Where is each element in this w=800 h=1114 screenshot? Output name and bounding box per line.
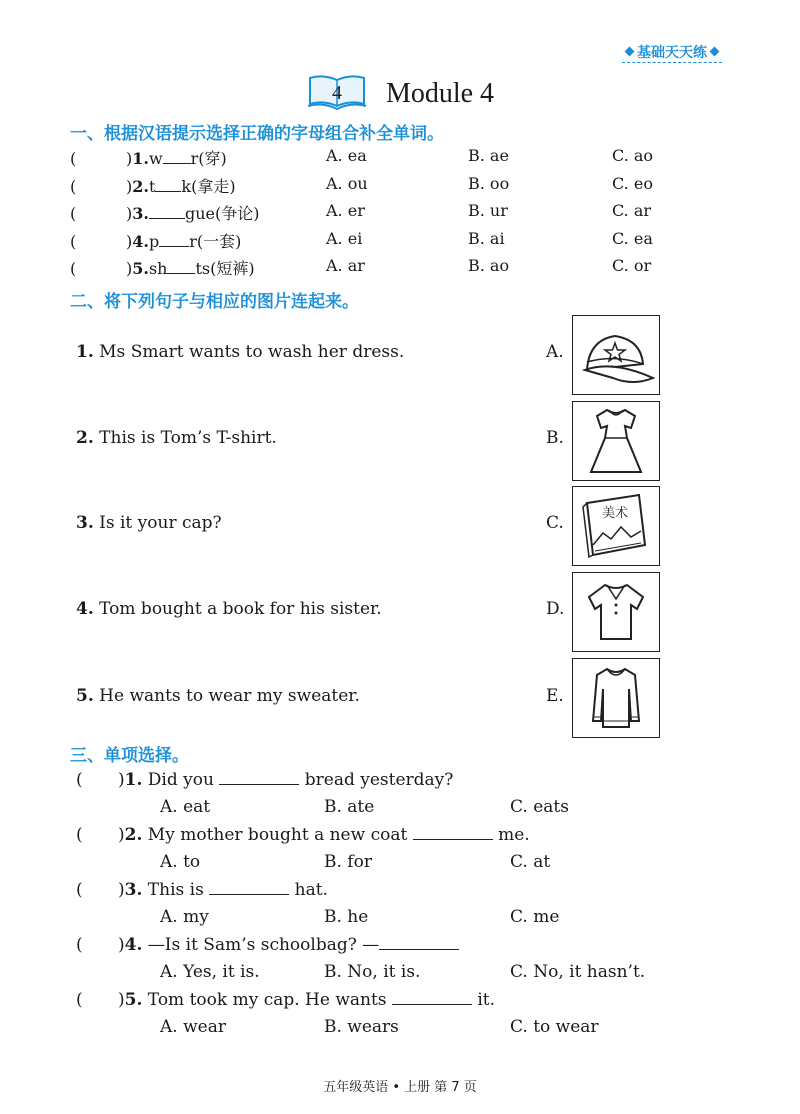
option-b[interactable]: B. he: [324, 907, 369, 927]
match-sentence: [76, 686, 360, 706]
option-c[interactable]: C. ao: [612, 146, 654, 165]
word-suffix: ts(短裤): [195, 259, 255, 278]
answer-paren[interactable]: (: [70, 176, 77, 196]
option-c[interactable]: C. me: [510, 907, 560, 927]
sentence-text: Is it your cap?: [93, 513, 222, 533]
question-row: [70, 201, 259, 224]
section2-heading: 二、将下列句子与相应的图片连起来。: [70, 292, 359, 312]
tag-underline: [622, 62, 722, 63]
option-b[interactable]: B. No, it is.: [324, 962, 421, 982]
word-blank[interactable]: [163, 149, 191, 164]
answer-paren[interactable]: (: [76, 990, 83, 1010]
word-prefix: w: [148, 149, 163, 168]
option-c[interactable]: C. ea: [612, 228, 653, 248]
answer-paren-close: ): [118, 990, 125, 1010]
word-suffix: gue(争论): [184, 204, 260, 223]
option-b[interactable]: B. ao: [468, 256, 510, 275]
answer-paren-close: ): [126, 204, 133, 223]
sentence-number: 2.: [76, 428, 94, 448]
section3-heading: 三、单项选择。: [70, 746, 189, 766]
option-a[interactable]: A. ea: [326, 146, 367, 165]
option-a[interactable]: A. ou: [326, 173, 368, 193]
answer-blank[interactable]: [209, 880, 289, 895]
svg-text:4: 4: [331, 82, 342, 104]
answer-paren-close: ): [126, 231, 133, 251]
sentence-number: 3.: [76, 513, 94, 533]
picture-letter[interactable]: E.: [546, 686, 564, 706]
sentence-text: Tom bought a book for his sister.: [93, 599, 382, 619]
answer-paren-close: ): [126, 259, 133, 278]
answer-paren[interactable]: (: [76, 770, 83, 790]
section1-heading: 一、根据汉语提示选择正确的字母组合补全单词。: [70, 124, 444, 144]
question-number: 2.: [132, 176, 149, 196]
sentence-text: Ms Smart wants to wash her dress.: [93, 342, 405, 362]
question-text: This is: [142, 880, 210, 900]
option-b[interactable]: B. for: [324, 852, 372, 872]
question-row: [70, 256, 255, 279]
sentence-number: 1.: [76, 342, 94, 362]
mc-question: [76, 880, 328, 900]
question-text: Tom took my cap. He wants: [142, 990, 392, 1010]
question-text: Did you: [142, 770, 220, 790]
answer-paren-close: ): [118, 880, 125, 900]
option-b[interactable]: B. ate: [324, 797, 375, 817]
question-number: 1.: [124, 770, 143, 790]
answer-paren[interactable]: (: [70, 231, 77, 251]
match-sentence: [76, 428, 277, 448]
question-number: 5.: [132, 259, 149, 278]
answer-paren[interactable]: (: [70, 149, 77, 168]
picture-letter[interactable]: C.: [546, 513, 564, 533]
answer-blank[interactable]: [219, 770, 299, 785]
question-number: 3.: [132, 204, 149, 223]
answer-paren-close: ): [126, 176, 133, 196]
option-b[interactable]: B. oo: [468, 173, 510, 193]
question-number: 1.: [132, 149, 149, 168]
question-number: 3.: [124, 880, 143, 900]
svg-text:美术: 美术: [601, 506, 629, 521]
answer-paren[interactable]: (: [76, 825, 83, 845]
question-text-end: me.: [492, 825, 530, 845]
word-prefix: sh: [148, 259, 168, 278]
cap-picture: [572, 315, 660, 395]
word-prefix: p: [148, 231, 160, 251]
mc-question: [76, 825, 530, 845]
answer-paren-close: ): [118, 825, 125, 845]
sentence-number: 4.: [76, 599, 94, 619]
option-a[interactable]: A. wear: [160, 1017, 226, 1037]
question-text-end: hat.: [289, 880, 328, 900]
mc-question: [76, 935, 459, 955]
tshirt-picture: [572, 572, 660, 652]
option-a[interactable]: A. to: [160, 852, 201, 872]
answer-blank[interactable]: [392, 990, 472, 1005]
answer-paren[interactable]: (: [76, 880, 83, 900]
sentence-text: This is Tom’s T-shirt.: [93, 428, 277, 448]
question-row: [70, 229, 241, 252]
answer-paren[interactable]: (: [76, 935, 83, 955]
mc-question: [76, 770, 453, 790]
question-number: 4.: [132, 231, 149, 251]
page-footer: 五年级英语 • 上册 第 7 页: [323, 1080, 477, 1095]
series-tag: 基础天天练: [622, 42, 722, 62]
question-text-end: it.: [471, 990, 496, 1010]
option-c[interactable]: C. or: [612, 256, 652, 275]
answer-paren-close: ): [126, 149, 133, 168]
mc-question: [76, 990, 495, 1010]
question-number: 2.: [124, 825, 143, 845]
option-c[interactable]: C. to wear: [510, 1017, 599, 1037]
question-number: 5.: [124, 990, 143, 1010]
open-book-icon: [306, 72, 368, 116]
option-a[interactable]: A. ei: [326, 228, 363, 248]
diamond-icon: [625, 47, 635, 57]
option-a[interactable]: A. ar: [326, 256, 365, 275]
answer-blank[interactable]: [413, 825, 493, 840]
answer-paren[interactable]: (: [70, 204, 77, 223]
answer-blank[interactable]: [379, 935, 459, 950]
diamond-icon: [710, 47, 720, 57]
option-b[interactable]: B. ae: [468, 146, 509, 165]
option-a[interactable]: A. er: [326, 201, 365, 220]
sweater-picture: [572, 658, 660, 738]
option-b[interactable]: B. ai: [468, 228, 505, 248]
option-a[interactable]: A. Yes, it is.: [160, 962, 260, 982]
option-c[interactable]: C. eo: [612, 173, 653, 193]
question-number: 4.: [124, 935, 143, 955]
option-c[interactable]: C. at: [510, 852, 551, 872]
word-blank[interactable]: [167, 259, 195, 274]
question-row: [70, 174, 236, 197]
question-text: My mother bought a new coat: [142, 825, 413, 845]
sentence-number: 5.: [76, 686, 94, 706]
match-sentence: [76, 342, 404, 362]
picture-letter[interactable]: D.: [546, 599, 565, 619]
option-c[interactable]: C. eats: [510, 797, 569, 817]
option-b[interactable]: B. wears: [324, 1017, 399, 1037]
word-prefix: t: [148, 176, 156, 196]
module-title: 4 Module 4: [0, 72, 800, 116]
option-a[interactable]: A. my: [160, 907, 209, 927]
sentence-text: He wants to wear my sweater.: [93, 686, 360, 706]
answer-paren-close: ): [118, 935, 125, 955]
word-blank[interactable]: [149, 204, 185, 219]
option-a[interactable]: A. eat: [160, 797, 211, 817]
picture-letter[interactable]: B.: [546, 428, 564, 448]
option-c[interactable]: C. ar: [612, 201, 652, 220]
answer-paren-close: ): [118, 770, 125, 790]
word-suffix: k(拿走): [181, 176, 236, 196]
question-row: [70, 146, 227, 169]
option-c[interactable]: C. No, it hasn’t.: [510, 962, 646, 982]
option-b[interactable]: B. ur: [468, 201, 508, 220]
match-sentence: [76, 599, 382, 619]
question-text: —Is it Sam’s schoolbag? —: [142, 935, 380, 955]
word-suffix: r(一套): [189, 231, 242, 251]
match-sentence: [76, 513, 222, 533]
word-blank[interactable]: [155, 177, 181, 192]
word-suffix: r(穿): [190, 149, 227, 168]
question-text-end: bread yesterday?: [299, 770, 454, 790]
word-blank[interactable]: [159, 232, 189, 247]
answer-paren[interactable]: (: [70, 259, 77, 278]
book-picture: [572, 486, 660, 566]
dress-picture: [572, 401, 660, 481]
picture-letter[interactable]: A.: [546, 342, 564, 362]
